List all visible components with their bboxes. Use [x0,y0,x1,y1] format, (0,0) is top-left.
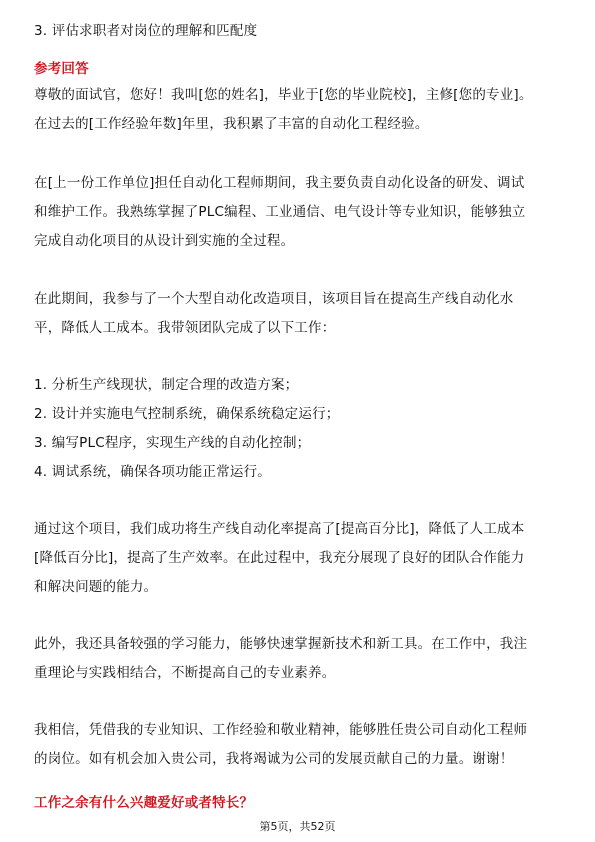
list-item: 3. 编写PLC程序，实现生产线的自动化控制； [34,435,311,451]
page-footer: 第5页，共52页 [259,820,336,833]
paragraph-line: 重理论与实践相结合，不断提高自己的专业素养。 [34,665,336,681]
answer-heading: 参考回答 [34,61,89,77]
next-question-heading: 工作之余有什么兴趣爱好或者特长？ [34,795,254,811]
paragraph-line: 通过这个项目，我们成功将生产线自动化率提高了[提高百分比]，降低了人工成本 [34,521,525,537]
paragraph-line: 在[上一份工作单位]担任自动化工程师期间，我主要负责自动化设备的研发、调试 [34,175,525,191]
paragraph-line: 和维护工作。我熟练掌握了PLC编程、工业通信、电气设计等专业知识，能够独立 [34,204,526,220]
paragraph-line: [降低百分比]，提高了生产效率。在此过程中，我充分展现了良好的团队合作能力 [34,550,525,566]
paragraph-line: 完成自动化项目的从设计到实施的全过程。 [34,233,295,249]
paragraph-line: 平，降低人工成本。我带领团队完成了以下工作： [34,320,336,336]
paragraph-line: 在此期间，我参与了一个大型自动化改造项目，该项目旨在提高生产线自动化水 [34,291,514,307]
paragraph-line: 此外，我还具备较强的学习能力，能够快速掌握新技术和新工具。在工作中，我注 [34,636,528,652]
list-item: 4. 调试系统，确保各项功能正常运行。 [34,464,271,480]
paragraph-line: 的岗位。如有机会加入贵公司，我将竭诚为公司的发展贡献自己的力量。谢谢！ [34,751,514,767]
paragraph-line: 尊敬的面试官，您好！我叫[您的姓名]，毕业于[您的毕业院校]，主修[您的专业]。 [34,87,533,103]
paragraph-line: 我相信，凭借我的专业知识、工作经验和敬业精神，能够胜任贵公司自动化工程师 [34,722,528,738]
paragraph-line: 在过去的[工作经验年数]年里，我积累了丰富的自动化工程经验。 [34,116,429,132]
list-item: 2. 设计并实施电气控制系统，确保系统稳定运行； [34,406,340,422]
question-title: 3. 评估求职者对岗位的理解和匹配度 [34,23,258,39]
paragraph-line: 和解决问题的能力。 [34,579,158,595]
list-item: 1. 分析生产线现状，制定合理的改造方案； [34,377,299,393]
